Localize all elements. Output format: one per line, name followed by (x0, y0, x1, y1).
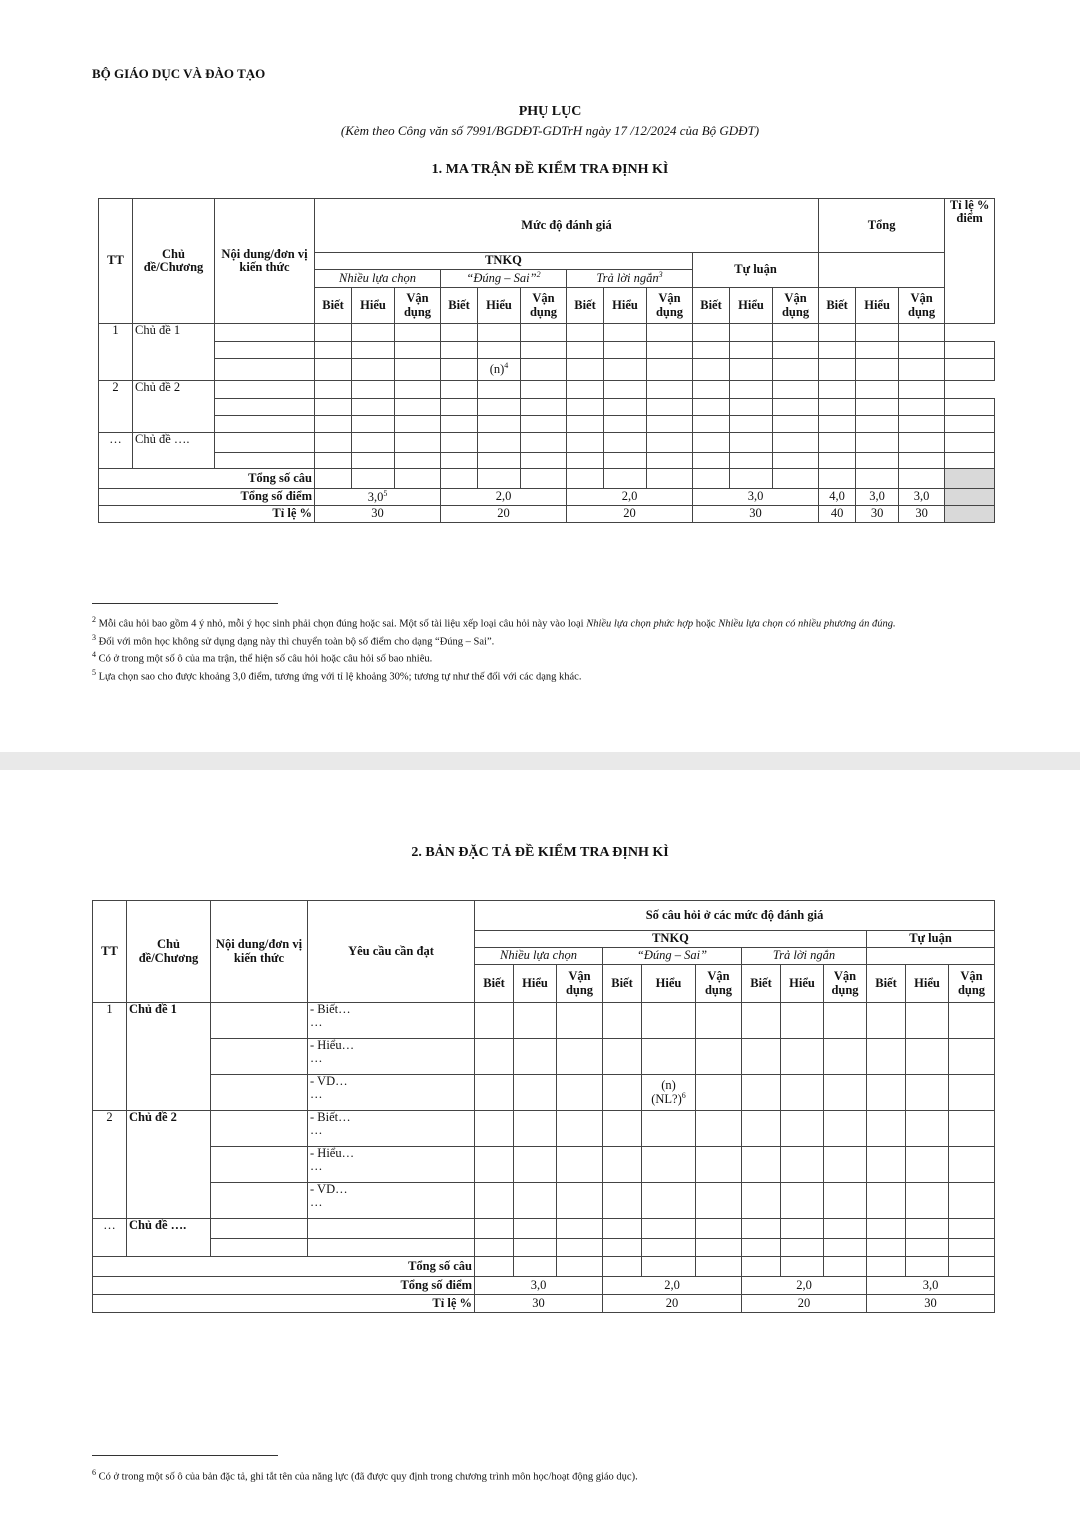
footnote-5 (92, 666, 992, 684)
spec-section-title: 2. BẢN ĐẶC TẢ ĐỀ KIỂM TRA ĐỊNH KÌ (411, 845, 669, 860)
table-row (99, 399, 995, 416)
row-tt: 2 (93, 1111, 127, 1219)
points-mc (315, 489, 441, 506)
level-apply: Vận dụng (521, 288, 567, 324)
total-blank-header (819, 253, 945, 288)
row-tt: … (93, 1219, 127, 1257)
points-short: 2,0 (567, 489, 693, 506)
footnote-divider (92, 1455, 278, 1456)
level-know: Biết (475, 965, 514, 1003)
total-questions-row (93, 1257, 995, 1277)
total-points-row (99, 489, 995, 506)
col-header-multiple-choice: Nhiều lựa chọn (475, 948, 603, 965)
requirement-text: - Biết… (310, 1002, 351, 1016)
footnote-number: 2 (92, 615, 96, 624)
appendix-subtitle: (Kèm theo Công văn số 7991/BGDĐT-GDTrH ngày 17 /12/2024 của Bộ GDĐT) (340, 123, 760, 138)
shaded-cell (945, 469, 995, 489)
ratio-understand: 30 (856, 506, 899, 523)
points-mc: 3,0 (475, 1277, 603, 1295)
level-understand: Hiểu (730, 288, 773, 324)
footnote-ref-4: 4 (504, 361, 509, 371)
ratio-apply: 30 (899, 506, 945, 523)
footnote-text: Đối với môn học không sử dụng dạng này thì chuyển toàn bộ số điểm cho dạng “Đúng – Sai”. (98, 636, 495, 647)
table-row (99, 342, 995, 359)
cell-nl (644, 1092, 693, 1106)
points-tf: 2,0 (603, 1277, 742, 1295)
level-apply: Vận dụng (395, 288, 441, 324)
footnote-number: 5 (92, 667, 96, 677)
table-row (93, 1111, 995, 1147)
col-header-level: Mức độ đánh giá (315, 199, 819, 253)
points-tf: 2,0 (441, 489, 567, 506)
row-topic: Chủ đề …. (127, 1219, 211, 1257)
row-topic: Chủ đề …. (133, 433, 215, 469)
total-points-row (93, 1277, 995, 1295)
level-know: Biết (315, 288, 352, 324)
footnote-3 (92, 631, 992, 649)
col-header-topic: Chủ đề/Chương (133, 199, 215, 324)
level-apply: Vận dụng (899, 288, 945, 324)
points-apply: 3,0 (899, 489, 945, 506)
footnotes-page-1 (92, 613, 992, 683)
footnote-text: Có ở trong một số ô của bản đặc tả, ghi tắt tên của năng lực (đã được quy định trong chương trình môn học/hoạt động giáo dục). (98, 1471, 638, 1483)
requirement-ellipsis: … (310, 1195, 323, 1210)
footnote-number: 4 (92, 650, 96, 659)
requirement-text: - Hiểu… (310, 1038, 355, 1052)
requirement-text: - Biết… (310, 1110, 351, 1124)
level-apply: Vận dụng (824, 965, 867, 1003)
col-header-ratio: Tỉ lệ % điểm (945, 199, 995, 324)
matrix-cell-n (478, 359, 521, 381)
level-understand: Hiểu (856, 288, 899, 324)
ratio-label: Tỉ lệ % (93, 1295, 475, 1313)
footnote-number: 3 (92, 632, 96, 642)
col-header-tt: TT (93, 901, 127, 1003)
col-header-total: Tổng (819, 199, 945, 253)
points-know: 4,0 (819, 489, 856, 506)
col-header-essay: Tự luận (867, 931, 995, 948)
points-short: 2,0 (742, 1277, 867, 1295)
table-row (93, 1183, 995, 1219)
footnote-divider (92, 603, 278, 604)
table-row (99, 416, 995, 433)
col-header-true-false (441, 270, 567, 288)
spec-cell-n (642, 1075, 696, 1111)
row-tt: 1 (93, 1003, 127, 1111)
footnote-ref-5: 5 (383, 488, 388, 498)
level-understand: Hiểu (514, 965, 557, 1003)
footnote-2 (92, 613, 992, 631)
ratio-short: 20 (567, 506, 693, 523)
appendix-title: PHỤ LỤC (518, 104, 582, 119)
requirement-text: - VD… (310, 1074, 348, 1088)
col-header-tnkq: TNKQ (315, 253, 693, 270)
ratio-tf: 20 (603, 1295, 742, 1313)
total-questions-row (99, 469, 995, 489)
ratio-know: 40 (819, 506, 856, 523)
assessment-matrix-table (98, 198, 995, 523)
row-topic: Chủ đề 1 (127, 1003, 211, 1111)
col-header-tnkq: TNKQ (475, 931, 867, 948)
table-row (93, 1147, 995, 1183)
footnote-4 (92, 648, 992, 666)
requirement-text: - VD… (310, 1182, 348, 1196)
footnote-italic: Nhiều lựa chọn phức hợp (586, 618, 694, 630)
col-header-count: Số câu hỏi ở các mức độ đánh giá (475, 901, 995, 931)
requirement-apply (308, 1183, 475, 1219)
ratio-essay: 30 (693, 506, 819, 523)
col-header-requirement: Yêu cầu cần đạt (308, 901, 475, 1003)
col-header-topic: Chủ đề/Chương (127, 901, 211, 1003)
total-points-label: Tổng số điểm (99, 489, 315, 506)
row-topic: Chủ đề 1 (133, 324, 215, 381)
level-understand: Hiểu (781, 965, 824, 1003)
ratio-tf: 20 (441, 506, 567, 523)
footnote-ref-3: 3 (658, 270, 663, 280)
col-header-short-answer: Trả lời ngắn (742, 948, 867, 965)
ratio-short: 20 (742, 1295, 867, 1313)
col-header-true-false: “Đúng – Sai” (603, 948, 742, 965)
level-apply: Vận dụng (949, 965, 995, 1003)
shaded-cell (945, 506, 995, 523)
footnote-6 (92, 1466, 992, 1484)
footnote-text: Lựa chọn sao cho được khoảng 3,0 điểm, tương ứng với tỉ lệ khoảng 30%; tương tự như thế đối với các dạng khác. (98, 671, 582, 682)
specification-table (92, 900, 995, 1313)
ratio-essay: 30 (867, 1295, 995, 1313)
total-questions-label: Tổng số câu (99, 469, 315, 489)
row-topic: Chủ đề 2 (127, 1111, 211, 1219)
footnote-text: Mỗi câu hỏi bao gồm 4 ý nhỏ, mỗi ý học sinh phải chọn đúng hoặc sai. Một số tài liệu xếp loại câu hỏi này vào loại (98, 618, 587, 630)
level-know: Biết (819, 288, 856, 324)
footnote-ref-6: 6 (681, 1090, 686, 1100)
requirement-ellipsis: … (310, 1123, 323, 1138)
level-apply: Vận dụng (773, 288, 819, 324)
level-know: Biết (441, 288, 478, 324)
essay-blank-header (867, 948, 995, 965)
total-questions-label: Tổng số câu (93, 1257, 475, 1277)
total-points-label: Tổng số điểm (93, 1277, 475, 1295)
requirement-understand (308, 1147, 475, 1183)
footnote-text: Có ở trong một số ô của ma trận, thể hiện số câu hỏi hoặc câu hỏi số bao nhiêu. (98, 653, 433, 665)
col-header-essay: Tự luận (693, 253, 819, 288)
matrix-section-title: 1. MA TRẬN ĐỀ KIỂM TRA ĐỊNH KÌ (431, 162, 669, 177)
row-tt: 2 (99, 381, 133, 433)
level-apply: Vận dụng (557, 965, 603, 1003)
ministry-name: BỘ GIÁO DỤC VÀ ĐÀO TẠO (92, 66, 266, 81)
requirement-ellipsis: … (310, 1015, 323, 1030)
level-know: Biết (742, 965, 781, 1003)
row-topic: Chủ đề 2 (133, 381, 215, 433)
table-row (99, 381, 995, 399)
level-know: Biết (567, 288, 604, 324)
requirement-understand (308, 1039, 475, 1075)
col-header-content: Nội dung/đơn vị kiến thức (211, 901, 308, 1003)
level-understand: Hiểu (642, 965, 696, 1003)
points-essay: 3,0 (693, 489, 819, 506)
requirement-know (308, 1111, 475, 1147)
ratio-label: Tỉ lệ % (99, 506, 315, 523)
level-understand: Hiểu (906, 965, 949, 1003)
table-row (99, 324, 995, 342)
table-row (93, 1239, 995, 1257)
level-know: Biết (603, 965, 642, 1003)
table-row (93, 1075, 995, 1111)
ratio-row (99, 506, 995, 523)
table-row (99, 433, 995, 453)
table-row (99, 359, 995, 381)
footnote-number: 6 (92, 1468, 96, 1477)
col-header-short-answer (567, 270, 693, 288)
col-header-multiple-choice: Nhiều lựa chọn (315, 270, 441, 288)
ratio-row (93, 1295, 995, 1313)
level-understand: Hiểu (604, 288, 647, 324)
table-row (93, 1039, 995, 1075)
level-understand: Hiểu (352, 288, 395, 324)
level-know: Biết (693, 288, 730, 324)
level-apply: Vận dụng (647, 288, 693, 324)
table-row (93, 1003, 995, 1039)
col-header-content: Nội dung/đơn vị kiến thức (215, 199, 315, 324)
col-header-tt: TT (99, 199, 133, 324)
points-essay: 3,0 (867, 1277, 995, 1295)
short-answer-label: Trả lời ngắn (596, 271, 659, 286)
cell-n-text: (n) (661, 1077, 676, 1092)
row-tt: … (99, 433, 133, 469)
cell-n-text: (n) (489, 362, 505, 377)
points-understand: 3,0 (856, 489, 899, 506)
table-row (93, 1219, 995, 1239)
level-apply: Vận dụng (696, 965, 742, 1003)
cell-nl-text: (NL?) (651, 1092, 682, 1107)
page-1 (0, 0, 1080, 752)
shaded-cell (945, 489, 995, 506)
ratio-mc: 30 (315, 506, 441, 523)
requirement-ellipsis: … (310, 1087, 323, 1102)
requirement-apply (308, 1075, 475, 1111)
table-row (99, 453, 995, 469)
ratio-mc: 30 (475, 1295, 603, 1313)
requirement-ellipsis: … (310, 1159, 323, 1174)
requirement-know (308, 1003, 475, 1039)
level-understand: Hiểu (478, 288, 521, 324)
requirement-ellipsis: … (310, 1051, 323, 1066)
footnote-ref-2: 2 (536, 270, 541, 280)
footnote-text: hoặc (693, 618, 719, 630)
requirement-text: - Hiểu… (310, 1146, 355, 1160)
footnote-italic: Nhiều lựa chọn có nhiều phương án đúng. (718, 618, 896, 630)
row-tt: 1 (99, 324, 133, 381)
true-false-label: “Đúng – Sai” (466, 271, 537, 286)
points-mc-value: 3,0 (367, 490, 384, 505)
level-know: Biết (867, 965, 906, 1003)
